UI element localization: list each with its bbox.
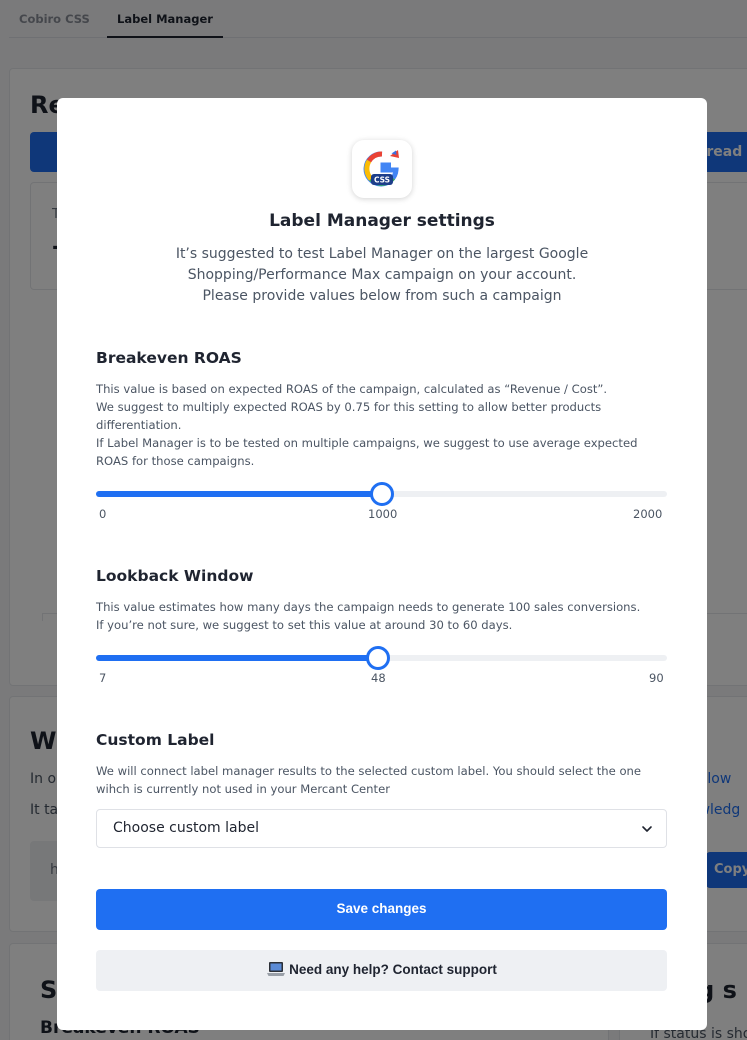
modal-intro-line-3: Please provide values below from such a campaign [202, 288, 562, 304]
breakeven-roas-max: 2000 [633, 507, 663, 521]
breakeven-roas-desc-1: This value is based on expected ROAS of the campaign, calculated as “Revenue / Cost”. [96, 382, 608, 396]
custom-label-desc-1: We will connect label manager results to the selected custom label. You should select the one [96, 764, 642, 778]
breakeven-roas-desc-2: We suggest to multiply expected ROAS by 0.75 for this setting to allow better products [96, 400, 602, 414]
breakeven-roas-desc-3: differentiation. [96, 418, 182, 432]
breakeven-roas-title: Breakeven ROAS [96, 349, 242, 367]
custom-label-select[interactable] [96, 809, 667, 848]
lookback-window-max: 90 [649, 671, 664, 685]
lookback-window-min: 7 [99, 671, 107, 685]
svg-text:CSS: CSS [373, 175, 391, 185]
modal-intro-line-1: It’s suggested to test Label Manager on the largest Google [175, 246, 589, 262]
custom-label-title: Custom Label [96, 731, 215, 749]
cobiro-css-logo [352, 140, 412, 198]
breakeven-roas-value: 1000 [368, 507, 398, 521]
google-css-logo-icon [352, 140, 412, 198]
label-manager-settings-modal [57, 98, 707, 1030]
lookback-window-desc-2: If you’re not sure, we suggest to set this value at around 30 to 60 days. [96, 618, 513, 632]
lookback-window-slider-handle[interactable] [366, 646, 390, 670]
breakeven-roas-slider-handle[interactable] [370, 482, 394, 506]
lookback-window-value: 48 [371, 671, 386, 685]
lookback-window-title: Lookback Window [96, 567, 254, 585]
custom-label-select-value: Choose custom label [113, 820, 260, 836]
modal-intro-line-2: Shopping/Performance Max campaign on your account. [187, 267, 577, 283]
breakeven-roas-min: 0 [99, 507, 107, 521]
save-changes-label: Save changes [336, 901, 427, 916]
chevron-down-icon [640, 822, 654, 836]
breakeven-roas-slider-fill [96, 491, 382, 497]
breakeven-roas-desc-4: If Label Manager is to be tested on multiple campaigns, we suggest to use average expected [96, 436, 638, 450]
laptop-icon [266, 961, 286, 977]
save-changes-button[interactable] [96, 889, 667, 930]
breakeven-roas-slider[interactable] [96, 491, 667, 497]
contact-support-label: Need any help? Contact support [289, 961, 497, 977]
contact-support-button[interactable] [96, 950, 667, 991]
custom-label-desc-2: wihch is currently not used in your Mercant Center [96, 782, 390, 796]
lookback-window-desc-1: This value estimates how many days the campaign needs to generate 100 sales conversions. [96, 600, 641, 614]
lookback-window-slider[interactable] [96, 655, 667, 661]
modal-title: Label Manager settings [269, 211, 495, 231]
breakeven-roas-desc-5: ROAS for those campaigns. [96, 454, 255, 468]
lookback-window-slider-fill [96, 655, 378, 661]
contact-support-content [96, 961, 667, 977]
